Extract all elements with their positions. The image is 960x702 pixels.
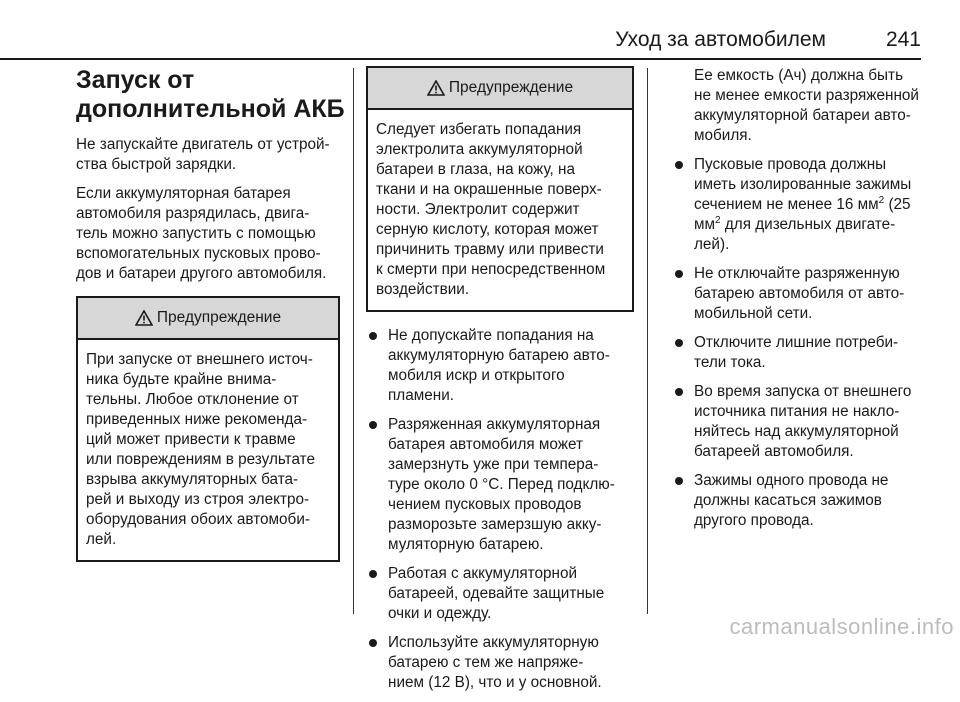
header-rule xyxy=(0,58,921,60)
bullet-list xyxy=(366,326,634,693)
warning-header xyxy=(78,298,338,340)
bullet-dot xyxy=(369,421,377,429)
list-item: Не отключайте разряженную батарею автомобиля от авто- мобильной сети. xyxy=(672,264,940,324)
watermark: carmanualsonline.info xyxy=(729,614,954,639)
bullet-dot xyxy=(369,570,377,578)
column-divider xyxy=(353,68,354,614)
page-number: 241 xyxy=(885,28,921,51)
list-item: Разряженная аккумуляторная батарея автомобиля может замерзнуть уже при темпера- туре около 0 °C. Перед подклю- чением пусковых проводов разморозьте замерзшую акку- муляторную батарею. xyxy=(366,415,634,555)
bullet-dot xyxy=(369,332,377,340)
list-item: Зажимы одного провода не должны касаться зажимов другого провода. xyxy=(672,471,940,531)
section-title: Запуск от дополнительной АКБ xyxy=(76,66,345,123)
list-item: Во время запуска от внешнего источника питания не накло- няйтесь над аккумуляторной батареей автомобиля. xyxy=(672,382,940,462)
paragraph: Не запускайте двигатель от устрой- ства быстрой зарядки. xyxy=(76,136,330,173)
bullet-dot xyxy=(675,477,683,485)
bullet-dot xyxy=(675,339,683,347)
bullet-dot xyxy=(675,388,683,396)
list-item: Отключите лишние потреби- тели тока. xyxy=(672,333,940,373)
left-column xyxy=(76,66,345,562)
bullet-dot xyxy=(369,639,377,647)
warning-box xyxy=(366,66,634,312)
page-header xyxy=(0,26,921,60)
warning-title: Предупреждение xyxy=(156,309,282,326)
list-item: Не допускайте попадания на аккумуляторную батарею авто- мобиля искр и открытого пламени. xyxy=(366,326,634,406)
bullet-dot xyxy=(675,161,683,169)
running-title: Уход за автомобилем xyxy=(615,28,826,51)
middle-column xyxy=(366,66,634,702)
right-column xyxy=(672,66,940,540)
list-item: Пусковые провода должны иметь изолированные зажимы сечением не менее 16 $мм^2$ (25 $мм^2$ для дизельных двигате- лей). xyxy=(672,155,940,255)
list-item: Используйте аккумуляторную батарею с тем же напряже- нием (12 В), что и у основной. xyxy=(366,633,634,693)
warning-title: Предупреждение xyxy=(448,79,574,96)
warning-box xyxy=(76,296,340,562)
bullet-dot xyxy=(675,270,683,278)
bullet-list xyxy=(672,155,940,531)
column-divider xyxy=(647,68,648,614)
warning-triangle-icon xyxy=(135,310,153,326)
warning-text: При запуске от внешнего источ- ника будьте крайне внима- тельны. Любое отклонение от приведенных ниже рекоменда- ций может привести к травме или повреждениям в результате взрыва аккумуляторных бата- рей и выходу из строя электро- оборудования обоих автомоби- лей. xyxy=(86,351,315,548)
warning-header xyxy=(368,68,632,110)
paragraph: Если аккумуляторная батарея автомобиля разрядилась, двига- тель можно запустить с помощью вспомогательных пусковых прово- дов и батареи другого автомобиля. xyxy=(76,185,327,282)
list-item: Работая с аккумуляторной батареей, одевайте защитные очки и одежду. xyxy=(366,564,634,624)
paragraph: Ее емкость (Ач) должна быть не менее емкости разряженной аккумуляторной батареи авто- мобиля. xyxy=(694,67,919,144)
warning-triangle-icon xyxy=(427,80,445,96)
warning-text: Следует избегать попадания электролита аккумуляторной батареи в глаза, на кожу, на ткани и на окрашенные поверх- ности. Электролит содержит серную кислоту, которая может причинить травму или привести к смерти при непосредственном воздействии. xyxy=(376,121,606,298)
